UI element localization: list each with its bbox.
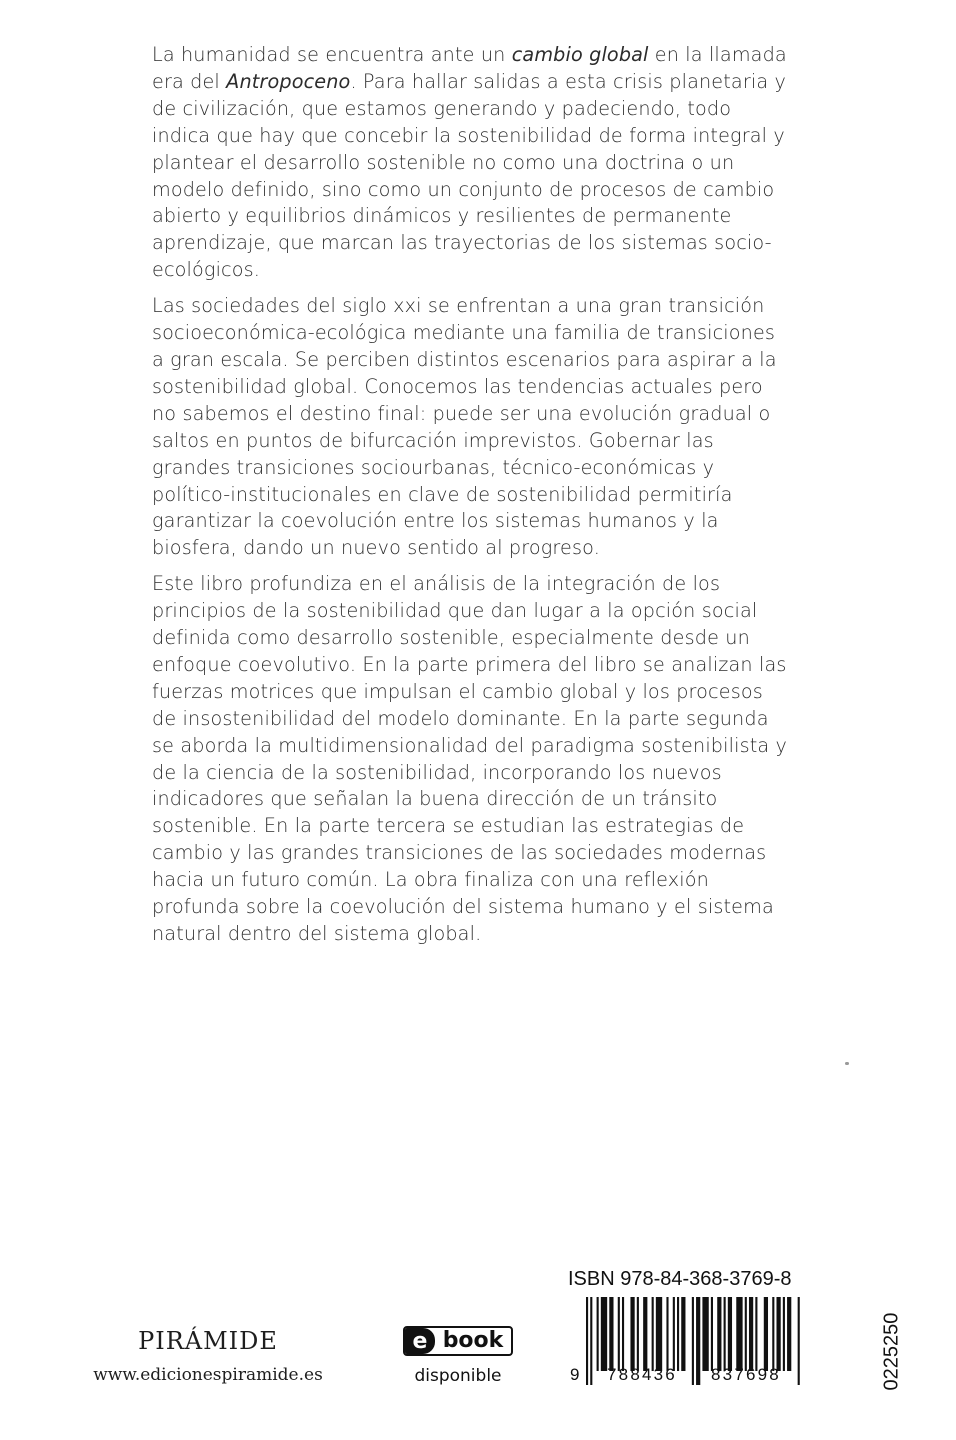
barcode-bar [772,1297,774,1371]
isbn-block [560,1265,840,1405]
barcode-digits-left: 788436 [607,1365,677,1384]
barcode-bar [728,1297,732,1371]
barcode-bar [622,1297,624,1371]
barcode-bar [643,1297,647,1371]
barcode-bar [673,1297,675,1371]
barcode-bar [681,1297,685,1371]
barcode-bar [736,1297,742,1371]
barcode-digits-right: 837698 [711,1365,781,1384]
barcode-bar [677,1297,679,1371]
publisher-url: www.edicionespiramide.es [93,1365,323,1385]
ebook-logo-icon [403,1326,513,1356]
barcode-bar [776,1297,780,1371]
barcode-bar [764,1297,768,1371]
barcode-bar [597,1297,599,1371]
back-cover-blurb [152,42,792,957]
barcode-bar [618,1297,620,1371]
barcode-bar [717,1297,721,1371]
barcode-bar [652,1297,654,1371]
barcode-bar [601,1297,607,1371]
ebook-available-label: disponible [414,1366,502,1386]
barcode-bar [702,1297,708,1371]
barcode-bar [656,1297,662,1371]
barcode-bar [745,1297,747,1371]
side-product-code: 0225250 [880,1312,903,1391]
blurb-paragraph-2: Las sociedades del siglo xxi se enfrentan a una gran transición socioeconómica-ecológica mediante una familia de transiciones a gran escala. Se perciben distintos escenarios para aspirar a la sostenibilidad global. Conocemos las tendencias actuales pero no sabemos el destino final: puede ser una evolución gradual o saltos en puntos de bifurcación imprevistos. Gobernar las grandes transiciones sociourbanas, técnico-económicas y político-institucionales en clave de sostenibilidad permitiría garantizar la coevolución entre los sistemas humanos y la biosfera, dando un nuevo sentido al progreso. [152,294,777,560]
barcode-bar [666,1297,668,1371]
barcode-bar [711,1297,713,1371]
barcode-bar [724,1297,726,1371]
barcode-bar [609,1297,613,1371]
barcode-bar [783,1297,785,1371]
print-speck [845,1062,849,1065]
publisher-logo: PIRÁMIDE [138,1327,278,1355]
isbn-label: ISBN 978-84-368-3769-8 [568,1268,792,1290]
barcode-bar [749,1297,753,1371]
ebook-logo-word: book [442,1328,504,1353]
blurb-paragraph-1: La humanidad se encuentra ante un cambio global en la llamada era del Antropoceno. Para hallar salidas a esta crisis planetaria y de civilización, que estamos generando y padeciendo, todo indica que hay que concebir la sostenibilidad de forma integral y plantear el desarrollo sostenible no como una doctrina o un modelo definido, sino como un conjunto de procesos de cambio abierto y equilibrios dinámicos y resilientes de permanente aprendizaje, que marcan las trayectorias de los sistemas socio-ecológicos. [152,43,787,282]
barcode-bar [755,1297,757,1371]
barcode-bar [630,1297,634,1371]
blurb-paragraph-3: Este libro profundiza en el análisis de la integración de los principios de la sostenibilidad que dan lugar a la opción social definida como desarrollo sostenible, especialmente desde un enfoque coevolutivo. En la parte primera del libro se analizan las fuerzas motrices que impulsan el cambio global y los procesos de insostenibilidad del modelo dominante. En la parte segunda se aborda la multidimensionalidad del paradigma sostenibilista y de la ciencia de la sostenibilidad, incorporando los nuevos indicadores que señalan la buena dirección de un tránsito sostenible. En la parte tercera se estudian las estrategias de cambio y las grandes transiciones de las sociedades modernas hacia un futuro común. La obra finaliza con una reflexión profunda sobre la coevolución del sistema humano y el sistema natural dentro del sistema global. [152,572,788,945]
ebook-logo-e: e [405,1328,435,1354]
publisher-block [88,1326,328,1386]
barcode-digit-first: 9 [570,1365,580,1384]
barcode-bar [787,1297,791,1371]
barcode-digits [570,1365,810,1385]
ebook-block [400,1326,516,1386]
barcode-bar [637,1297,639,1371]
